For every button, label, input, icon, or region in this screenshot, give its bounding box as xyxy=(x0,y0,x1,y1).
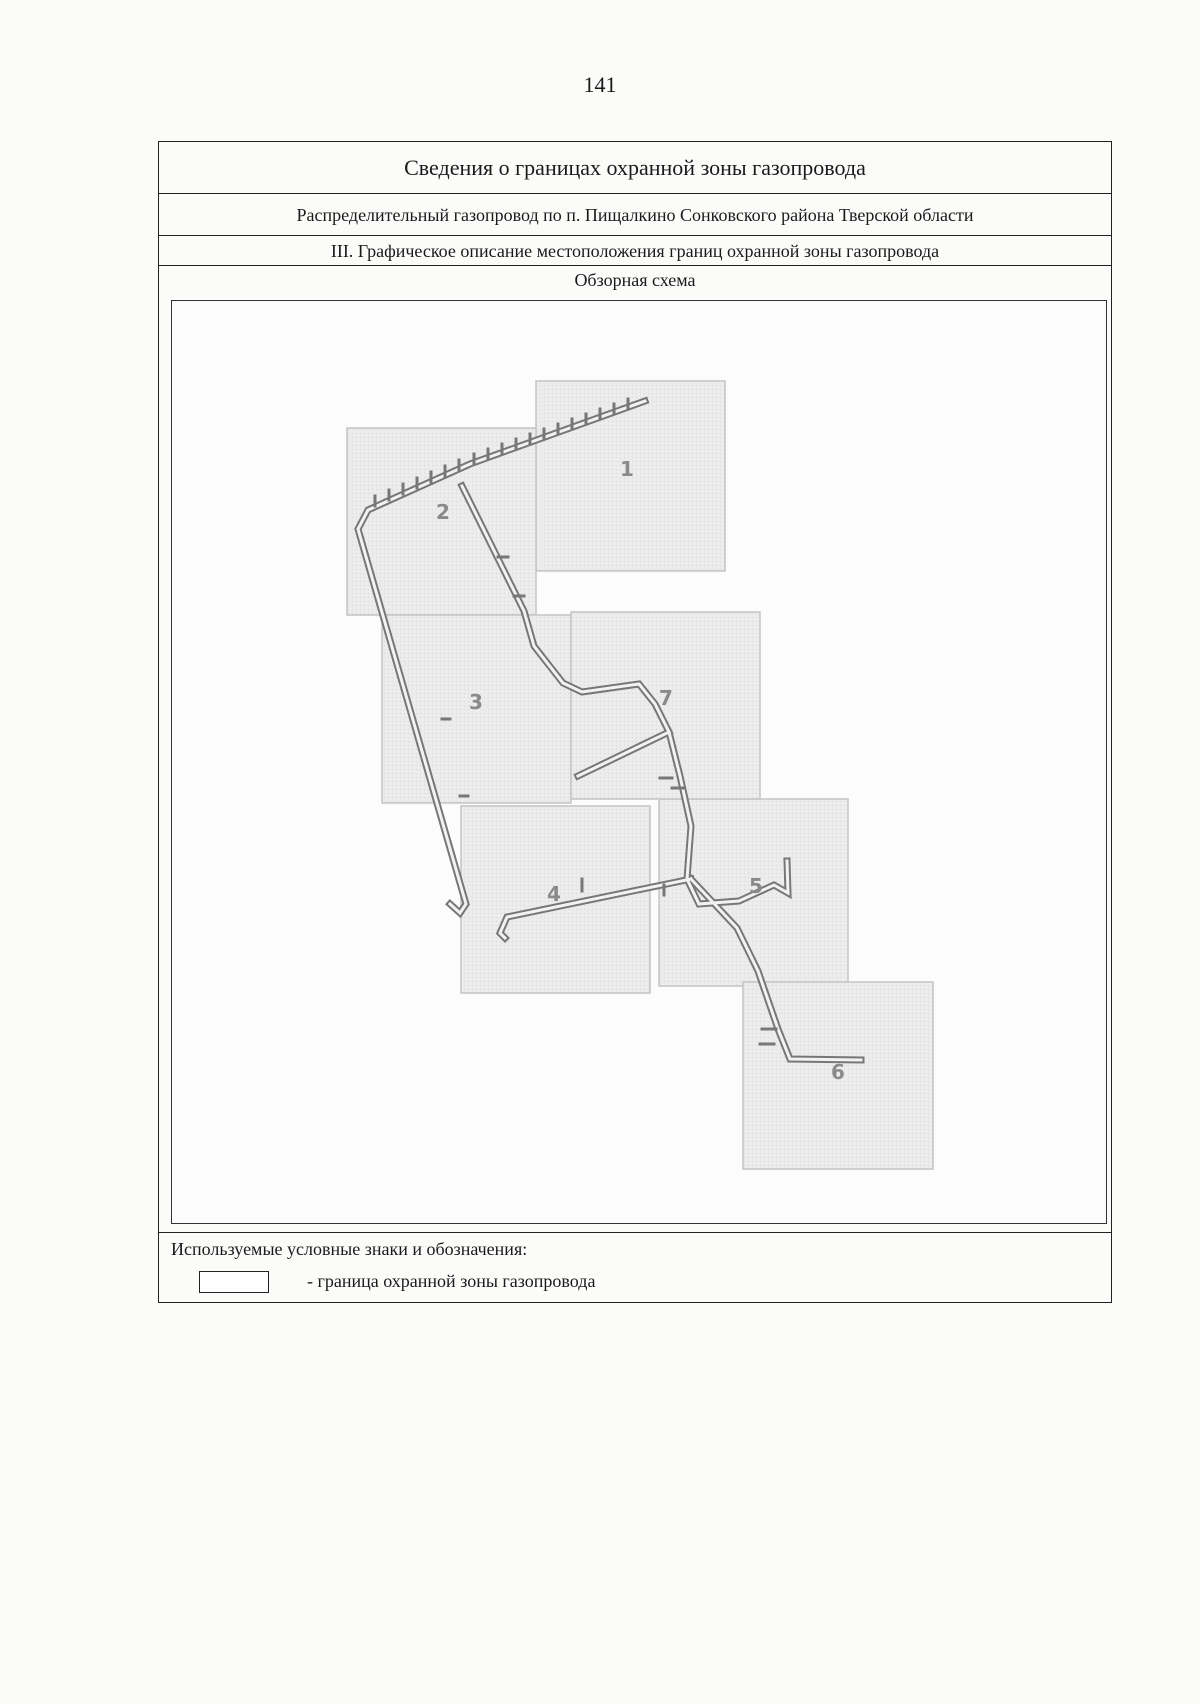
sheet-label-7: 7 xyxy=(659,686,673,710)
page-number: 141 xyxy=(583,72,617,97)
boundary-info-form xyxy=(158,141,1112,1303)
sheet-label-1: 1 xyxy=(620,457,634,481)
form-title: Сведения о границах охранной зоны газопровода xyxy=(159,142,1111,194)
scheme-caption: Обзорная схема xyxy=(574,270,696,290)
legend-item-text: - граница охранной зоны газопровода xyxy=(307,1271,596,1291)
legend xyxy=(159,1232,1111,1302)
sheet-label-3: 3 xyxy=(469,690,483,714)
legend-title: Используемые условные знаки и обозначения: xyxy=(171,1239,528,1259)
sheet-zones xyxy=(347,381,933,1169)
sheet-label-4: 4 xyxy=(547,882,561,906)
section-title: III. Графическое описание местоположения границ охранной зоны газопровода xyxy=(159,236,1111,266)
sheet-label-6: 6 xyxy=(831,1060,845,1084)
zone-boundary-symbol xyxy=(199,1271,269,1293)
sheet-label-2: 2 xyxy=(436,500,450,524)
overview-map xyxy=(171,300,1107,1224)
object-name: Распределительный газопровод по п. Пищалкино Сонковского района Тверской области xyxy=(159,194,1111,236)
overview-map-svg xyxy=(172,301,1105,1222)
sheet-label-5: 5 xyxy=(749,874,763,898)
